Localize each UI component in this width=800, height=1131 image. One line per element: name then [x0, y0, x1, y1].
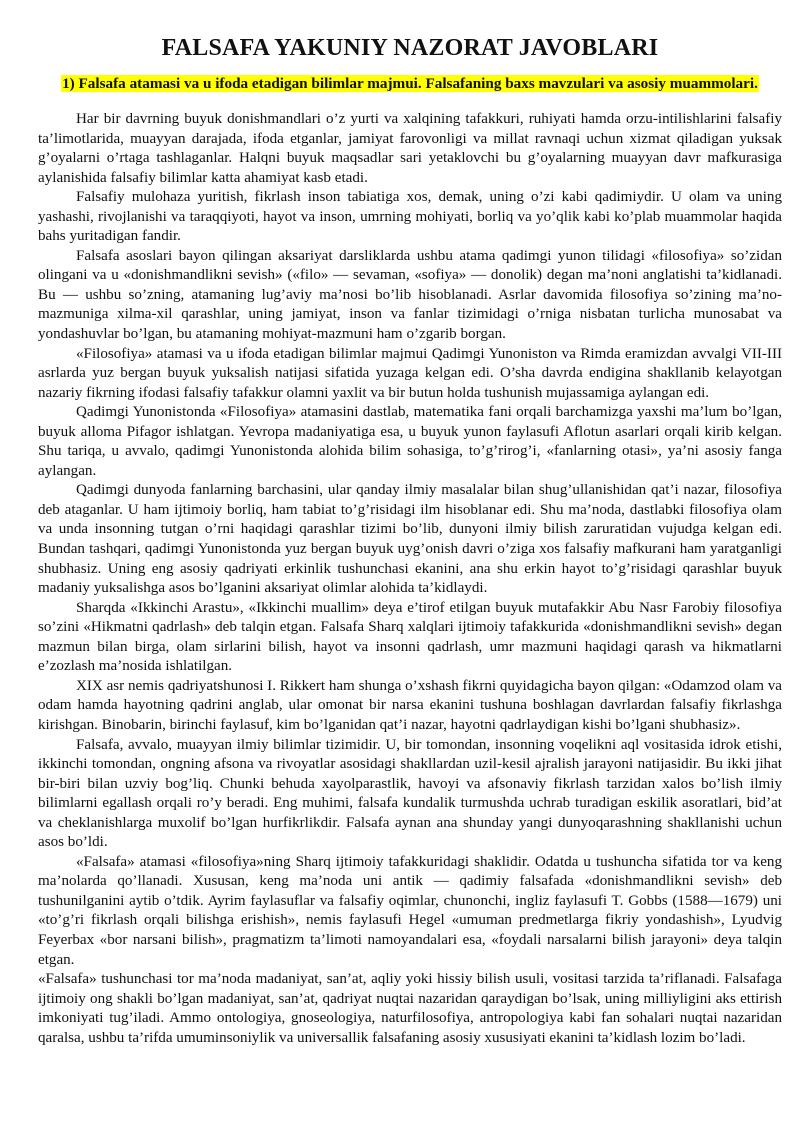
paragraph-5: Qadimgi Yunonistonda «Filosofiya» atamasini dastlab, matematika fani orqali barchamizga yaxshi ma’lum bo’lgan, buyuk alloma Pifagor ishlatgan. Yevropa madaniyatiga esa, u buyuk yunon faylasufi Aflotun asarlari orqali kirib kelgan. Shu tariqa, u avvalo, qadimgi Yunonistonda alohida bilim sohasiga, to’g’rirog’i, «fanlarning otasi», ya’ni asosiy fanga aylangan. [38, 404, 782, 479]
document-body [38, 110, 782, 1048]
document-title: FALSAFA YAKUNIY NAZORAT JAVOBLARI [161, 35, 659, 61]
paragraph-9: Falsafa, avvalo, muayyan ilmiy bilimlar tizimidir. U, bir tomondan, insonning voqelikni aql vositasida idrok etishi, ikkinchi tomondan, ongning afsona va rivoyatlar asosidagi shakllardan uzil-kesil ajralish jarayoni natijasidir. Bu ikki jihat bir-biri bilan uzviy bog’liq. Chunki behuda xayolparastlik, havoyi va afsonaviy fikrlash tarzidan xalos bo’lish ilmiy bilimlarni egallash orqali ro’y beradi. Eng muhimi, falsafa kundalik turmushda uchrab turadigan eskilik asoratlari, bid’at va cheklanishlarga muxolif bo’lgan hurfikrlikdir. Falsafa aynan ana shunday yangi dunyoqarashning shakllanishi uchun asos bo’ldi. [38, 736, 782, 851]
paragraph-11: «Falsafa» tushunchasi tor ma’noda madaniyat, san’at, aqliy yoki hissiy bilish usuli, vositasi tarzida ta’riflanadi. Falsafaga ijtimoiy ong shakli bo’lgan madaniyat, san’at, qadriyat nuqtai nazaridan qaraydigan bo’lsak, uning milliyligini aks ettirish imkoniyati tug’iladi. Ammo ontologiya, gnoseologiya, naturfilosofiya, antropologiya kabi fan sohalari nuqtai nazaridan qaralsa, ushbu ta’rifda umuminsoniylik va universallik falsafaning asosiy xususiyati ekanini ta’kidlash lozim bo’ladi. [38, 971, 782, 1046]
paragraph-4: «Filosofiya» atamasi va u ifoda etadigan bilimlar majmui Qadimgi Yunoniston va Rimda eramizdan avvalgi VII-III asrlarda yuz bergan buyuk yuksalish natijasi sifatida yuzaga kelgan edi. O’sha davrda endigina shakllanib kelayotgan nazariy fikrning ifodasi falsafiy tafakkur olamni yaxlit va bir butun holda tushunish mujassamiga aylangan edi. [38, 345, 782, 401]
paragraph-7: Sharqda «Ikkinchi Arastu», «Ikkinchi muallim» deya e’tirof etilgan buyuk mutafakkir Abu Nasr Farobiy filosofiya so’zini «Hikmatni qadrlash» deb talqin etgan. Falsafa Sharq xalqlari ijtimoiy tafakkurida «donishmandlikni sevish» degan mazmun bilan birga, olam sirlarini bilish, hayot va insonni qadrlash, umr mazmuni haqidagi qarash va hikmatlarni e’zozlash ma’nosida ishlatilgan. [38, 599, 782, 675]
paragraph-3: Falsafa asoslari bayon qilingan aksariyat darsliklarda ushbu atama qadimgi yunon tilidagi «filosofiya» so’zidan olingani va u «donishmandlikni sevish» («filo» — sevaman, «sofiya» — donolik) degan ma’noni anglatishi ta’kidlanadi. Bu — ushbu so’zning, atamaning lug’aviy ma’nosi bo’lib hisoblanadi. Asrlar davomida filosofiya so’zining ma’no-mazmuniga xilma-xil qarashlar, uning jamiyat, inson va fanlar tizimidagi o’rniga nisbatan turlicha munosabat va yondashuvlar bo’lgan, bu atamaning mohiyat-mazmuni ham o’zgarib borgan. [38, 247, 782, 343]
section-heading: 1) Falsafa atamasi va u ifoda etadigan bilimlar majmui. Falsafaning baxs mavzulari va asosiy muammolari. [62, 75, 758, 92]
paragraph-1: Har bir davrning buyuk donishmandlari o’z yurti va xalqining tafakkuri, ruhiyati hamda orzu-intilishlarini falsafiy ta’limotlarida, muayyan darajada, ifoda etganlar, jamiyat farovonligi va millat ravnaqi uchun xizmat qiladigan yuksak g’oyalarni o’rtaga tashlaganlar. Halqni buyuk maqsadlar sari yetaklovchi bu g’oyalarning muayyan davr mafkurasiga aylanishida falsafiy bilimlar katta ahamiyat kasb etadi. [38, 111, 782, 186]
paragraph-2: Falsafiy mulohaza yuritish, fikrlash inson tabiatiga xos, demak, uning o’zi kabi qadimiydir. U olam va uning yashashi, rivojlanishi va taraqqiyoti, hayot va inson, umrning mohiyati, borliq va yo’qlik kabi ko’plab muammolar haqida bahs yuritadigan fandir. [38, 189, 782, 245]
paragraph-8: XIX asr nemis qadriyatshunosi I. Rikkert ham shunga o’xshash fikrni quyidagicha bayon qilgan: «Odamzod olam va odam hamda hayotning qadrini anglab, ular omonat bir narsa ekanini tushuna boshlagan davrlardan falsafiy fikrlashga kirishgan. Binobarin, birinchi faylasuf, kim bo’lganidan qat’i nazar, hayotni qadrlaydigan kishi bo’lgani shubhasiz». [38, 677, 782, 733]
paragraph-6: Qadimgi dunyoda fanlarning barchasini, ular qanday ilmiy masalalar bilan shug’ullanishidan qat’i nazar, filosofiya deb ataganlar. U ham ijtimoiy borliq, ham tabiat to’g’risidagi ilm hisoblanar edi. Shu ma’noda, dastlabki filosofiya olam va unda insonning tutgan o’rni haqidagi qarashlar tizimi bo’lib, dunyoni ilmiy bilish zaruratidan vujudga kelgan edi. Bundan tashqari, qadimgi Yunonistonda yuz bergan buyuk uyg’onish davri o’ziga xos falsafiy mafkurani ham yaratganligi shubhasiz. Uning eng asosiy qadriyati erkinlik tushunchasi ekanini, ana shu erkin hayot to’g’risidagi qarashlar buyuk madaniy yuksalishga asos bo’lganini aksariyat olimlar alohida ta’kidlaydi. [38, 482, 782, 597]
paragraph-10: «Falsafa» atamasi «filosofiya»ning Sharq ijtimoiy tafakkuridagi shaklidir. Odatda u tushuncha sifatida tor va keng ma’nolarda qo’llanadi. Xususan, keng ma’noda uni antik — qadimiy falsafada «donishmandlikni sevish» deb tushunilganini aytib o’tdik. Ayrim faylasuflar va falsafiy oqimlar, chunonchi, ingliz faylasufi T. Gobbs (1588—1679) uni «to’g’ri fikrlash orqali bilishga erishish», nemis faylasufi Hegel «umuman predmetlarga fikriy yondashish», Lyudvig Feyerbax «bor narsani bilish», pragmatizm ta’limoti namoyandalari esa, «foydali narsalarni bilish jarayoni» deya talqin etgan. [38, 853, 782, 968]
section-heading-row [38, 74, 782, 104]
document-page [38, 30, 782, 1048]
